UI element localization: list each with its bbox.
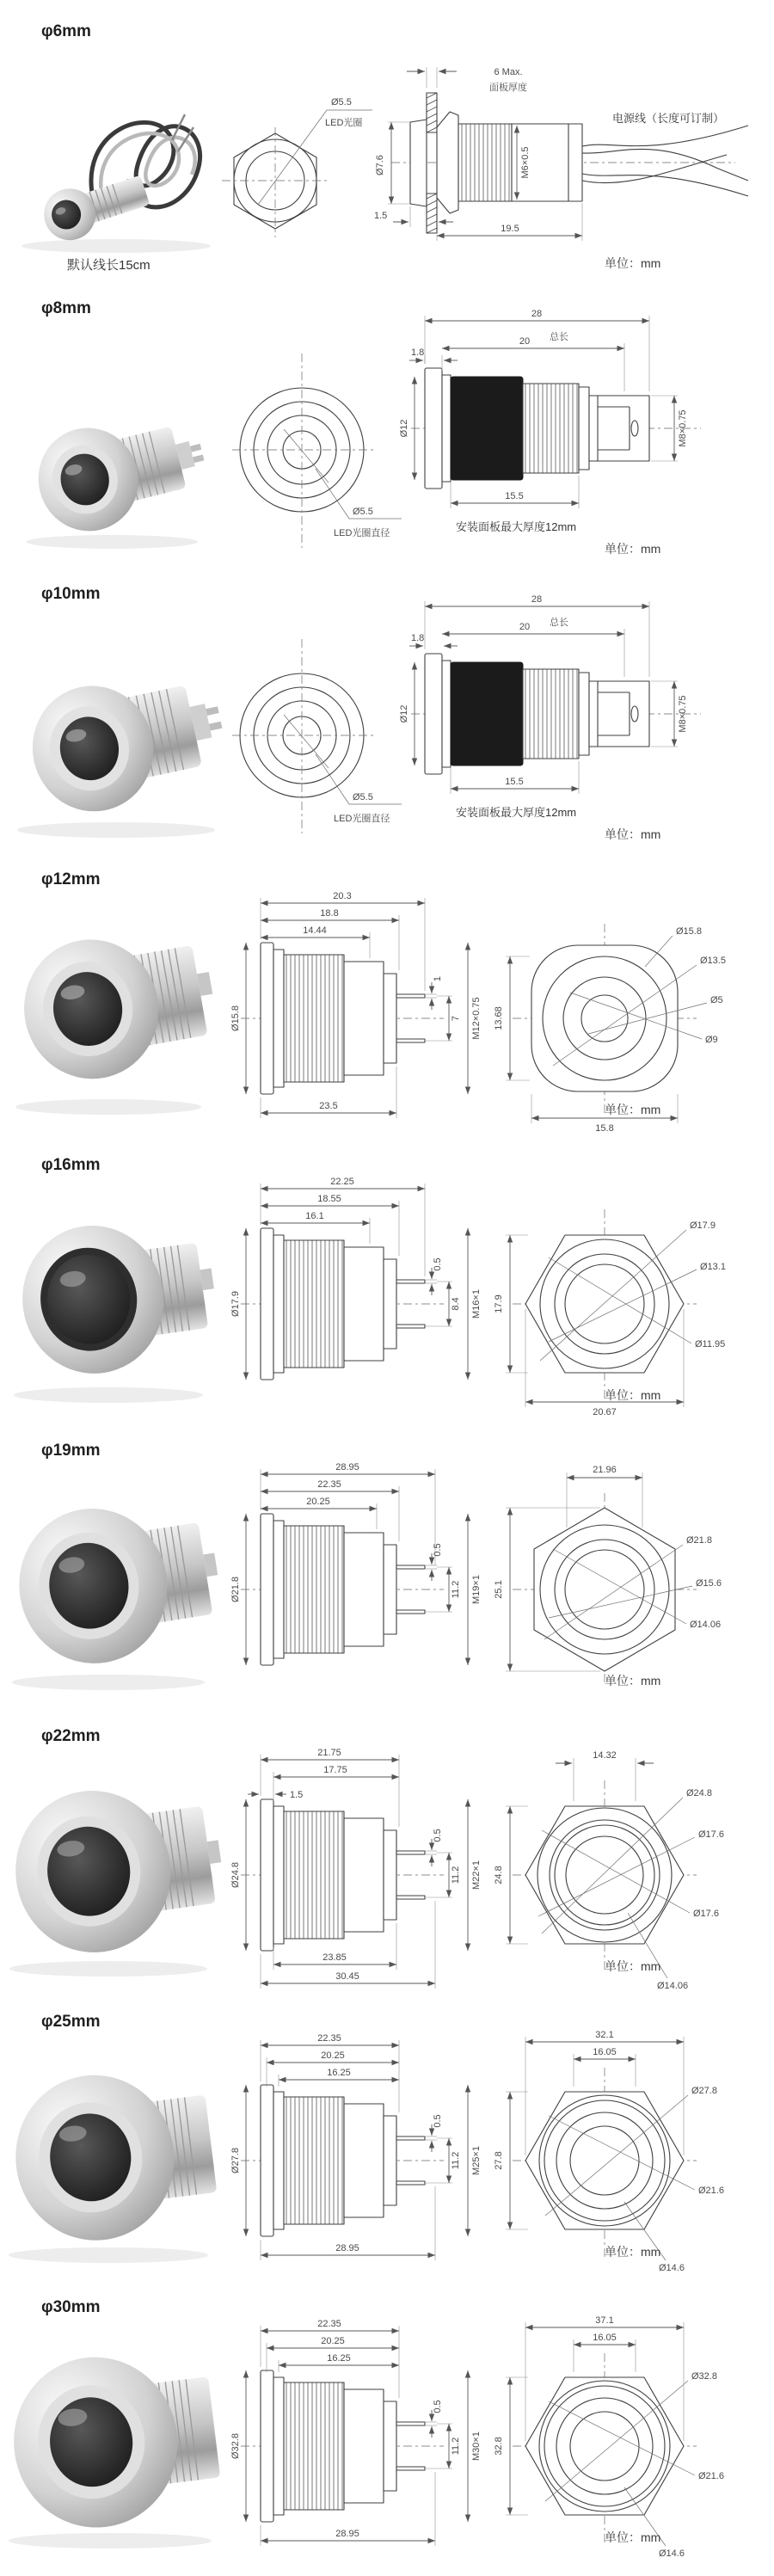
dim-label: 1	[433, 975, 443, 982]
dim-label: 13.68	[494, 1006, 504, 1030]
dim-label: LED光圈	[325, 118, 363, 128]
front-view-drawing	[232, 338, 404, 557]
dim-label: 11.2	[451, 1580, 461, 1599]
unit-label: 单位：mm	[605, 1103, 661, 1116]
dim-label: Ø15.8	[676, 926, 702, 937]
dim-label: Ø5.5	[353, 792, 373, 802]
dim-label: 23.5	[319, 1101, 338, 1111]
product-photo	[7, 1467, 226, 1695]
dim-label: 27.8	[494, 2151, 504, 2170]
section-phi16	[0, 1147, 774, 1433]
dim-label: 32.1	[595, 2030, 614, 2040]
dim-label: 6 Max.	[494, 67, 523, 77]
dim-label: 1.8	[411, 347, 425, 358]
dim-label: 8.4	[451, 1297, 461, 1311]
dim-label: 15.8	[595, 1123, 614, 1134]
side-view-drawing	[230, 1744, 488, 1998]
front-view-drawing	[215, 86, 374, 258]
dim-label: Ø15.8	[230, 1005, 241, 1031]
dim-label: 18.8	[320, 908, 339, 919]
side-view-drawing	[230, 2315, 488, 2569]
dim-label: LED光圈直径	[334, 814, 390, 824]
dim-label: Ø5.5	[331, 97, 352, 108]
dim-label: 0.5	[433, 1829, 443, 1842]
dim-label: 14.32	[593, 1750, 617, 1761]
section-phi8	[0, 291, 774, 576]
dim-label: 16.05	[593, 2333, 617, 2343]
dim-label: 16.25	[327, 2068, 351, 2078]
dim-label: 总长	[550, 332, 568, 342]
dim-label: Ø14.6	[659, 2548, 685, 2559]
dim-label: 20	[519, 622, 531, 632]
dim-label: 28.95	[335, 2243, 359, 2253]
section-title: φ22mm	[41, 1727, 101, 1745]
dim-label: 1.8	[411, 633, 425, 643]
dim-label: Ø13.5	[700, 956, 726, 966]
section-phi10	[0, 576, 774, 862]
dim-label: 14.44	[303, 925, 327, 936]
product-photo	[9, 645, 228, 847]
unit-label: 单位：mm	[605, 1959, 661, 1973]
dim-label: M30×1	[471, 2432, 482, 2461]
dim-label: LED光圈直径	[334, 528, 390, 538]
dim-label: 1.5	[374, 211, 388, 221]
section-title: φ16mm	[41, 1156, 101, 1174]
dim-label: Ø24.8	[230, 1862, 241, 1888]
panel-note: 安装面板最大厚度12mm	[456, 806, 577, 819]
dim-label: 28	[531, 309, 543, 319]
dim-label: Ø12	[399, 704, 409, 723]
side-view-drawing	[230, 1459, 488, 1712]
dim-label: 22.35	[317, 1479, 341, 1490]
section-title: φ6mm	[41, 22, 91, 40]
section-title: φ10mm	[41, 585, 101, 603]
dim-label: Ø14.06	[690, 1620, 722, 1630]
dim-label: Ø27.8	[230, 2148, 241, 2173]
dim-label: M19×1	[471, 1575, 482, 1604]
front-view-drawing	[232, 624, 404, 843]
dim-label: 28.95	[335, 2529, 359, 2539]
side-view-drawing	[230, 2030, 488, 2284]
unit-label: 单位：mm	[605, 2245, 661, 2259]
dim-label: 18.55	[317, 1194, 341, 1204]
product-photo	[7, 1182, 226, 1410]
dim-label: 0.5	[433, 2400, 443, 2413]
dim-label: Ø21.6	[698, 2186, 724, 2196]
section-phi6	[0, 0, 774, 291]
section-phi25	[0, 2004, 774, 2290]
product-photo	[7, 896, 226, 1124]
product-photo	[7, 1749, 226, 1982]
dim-label: 面板厚度	[489, 83, 527, 93]
dim-label: 23.85	[322, 1952, 347, 1963]
dim-label: 17.75	[323, 1765, 347, 1775]
dim-label: 25.1	[494, 1580, 504, 1599]
product-photo	[7, 2035, 226, 2267]
dim-label: 30.45	[335, 1971, 359, 1982]
dim-label: Ø21.8	[686, 1535, 712, 1546]
dim-label: Ø32.8	[230, 2433, 241, 2459]
dim-label: M8×0.75	[678, 409, 688, 447]
side-view-drawing	[399, 304, 774, 562]
section-phi19	[0, 1433, 774, 1718]
side-view-drawing	[230, 888, 488, 1141]
dim-label: 0.5	[433, 1543, 443, 1557]
unit-label: 单位：mm	[605, 1674, 661, 1688]
section-title: φ25mm	[41, 2013, 101, 2031]
dim-label: Ø17.6	[698, 1829, 724, 1840]
dim-label: Ø17.9	[230, 1291, 241, 1317]
dim-label: 20.67	[593, 1407, 617, 1417]
section-title: φ19mm	[41, 1442, 101, 1460]
product-photo	[13, 76, 228, 256]
dim-label: Ø5.5	[353, 507, 373, 517]
dim-label: 15.5	[505, 491, 524, 501]
dim-label: 0.5	[433, 1257, 443, 1271]
dim-label: 22.25	[330, 1177, 354, 1187]
dim-label: 0.5	[433, 2114, 443, 2128]
dim-label: 22.35	[317, 2319, 341, 2329]
section-phi22	[0, 1718, 774, 2004]
dim-label: 37.1	[595, 2315, 614, 2326]
unit-label: 单位：mm	[605, 256, 661, 270]
dim-label: 16.1	[305, 1211, 324, 1221]
dim-label: Ø14.06	[657, 1981, 689, 1991]
section-title: φ30mm	[41, 2298, 101, 2316]
section-phi30	[0, 2290, 774, 2575]
dim-label: 32.8	[494, 2437, 504, 2456]
dim-label: Ø14.6	[659, 2263, 685, 2273]
section-title: φ12mm	[41, 870, 101, 888]
unit-label: 单位：mm	[605, 542, 661, 556]
dim-label: 28.95	[335, 1462, 359, 1472]
dim-label: M12×0.75	[471, 997, 482, 1040]
dim-label: 总长	[550, 618, 568, 628]
dim-label: Ø32.8	[691, 2371, 717, 2382]
dim-label: 21.75	[317, 1748, 341, 1758]
dim-label: 11.2	[451, 2437, 461, 2456]
dim-label: 17.9	[494, 1294, 504, 1313]
dim-label: Ø17.9	[690, 1220, 716, 1231]
product-photo	[7, 2319, 226, 2553]
dim-label: M16×1	[471, 1289, 482, 1319]
dim-label: M22×1	[471, 1860, 482, 1890]
dim-label: Ø27.8	[691, 2086, 717, 2096]
dim-label: Ø21.8	[230, 1577, 241, 1602]
product-photo	[13, 394, 219, 557]
dim-label: Ø11.95	[695, 1339, 726, 1349]
side-view-drawing	[357, 43, 761, 258]
dim-label: Ø17.6	[693, 1909, 719, 1919]
dim-label: 21.96	[593, 1465, 617, 1475]
side-view-drawing	[399, 589, 774, 847]
section-phi12	[0, 862, 774, 1147]
dim-label: M25×1	[471, 2146, 482, 2175]
dim-label: 20.25	[321, 2336, 345, 2346]
dim-label: Ø7.6	[375, 155, 385, 175]
dim-label: 24.8	[494, 1866, 504, 1884]
dim-label: Ø15.6	[696, 1578, 722, 1589]
unit-label: 单位：mm	[605, 2530, 661, 2544]
dim-label: 15.5	[505, 777, 524, 787]
dim-label: Ø24.8	[686, 1788, 712, 1798]
dim-label: 28	[531, 594, 543, 605]
unit-label: 单位：mm	[605, 827, 661, 841]
dim-label: Ø13.1	[700, 1262, 726, 1272]
dim-label: 22.35	[317, 2033, 341, 2044]
dim-label: 16.25	[327, 2353, 351, 2364]
dim-label: 19.5	[501, 224, 519, 234]
dim-label: 20.3	[333, 891, 352, 901]
dim-label: M8×0.75	[678, 695, 688, 733]
photo-caption: 默认线长15cm	[67, 258, 150, 273]
unit-label: 单位：mm	[605, 1388, 661, 1402]
dim-label: Ø5	[710, 995, 723, 1005]
dim-label: 11.2	[451, 2151, 461, 2170]
dim-label: Ø21.6	[698, 2471, 724, 2481]
wire-label: 电源线（长度可订制）	[612, 112, 725, 125]
dim-label: 11.2	[451, 1866, 461, 1884]
dim-label: M6×0.5	[520, 146, 531, 179]
dim-label: 16.05	[593, 2047, 617, 2057]
dim-label: 20	[519, 336, 531, 347]
dim-label: 7	[451, 1015, 461, 1022]
panel-note: 安装面板最大厚度12mm	[456, 520, 577, 533]
dim-label: Ø12	[399, 419, 409, 438]
dim-label: 1.5	[290, 1790, 304, 1800]
section-title: φ8mm	[41, 299, 91, 317]
dim-label: Ø9	[705, 1035, 718, 1045]
dim-label: 20.25	[321, 2050, 345, 2061]
dim-label: 20.25	[306, 1497, 330, 1507]
side-view-drawing	[230, 1173, 488, 1427]
